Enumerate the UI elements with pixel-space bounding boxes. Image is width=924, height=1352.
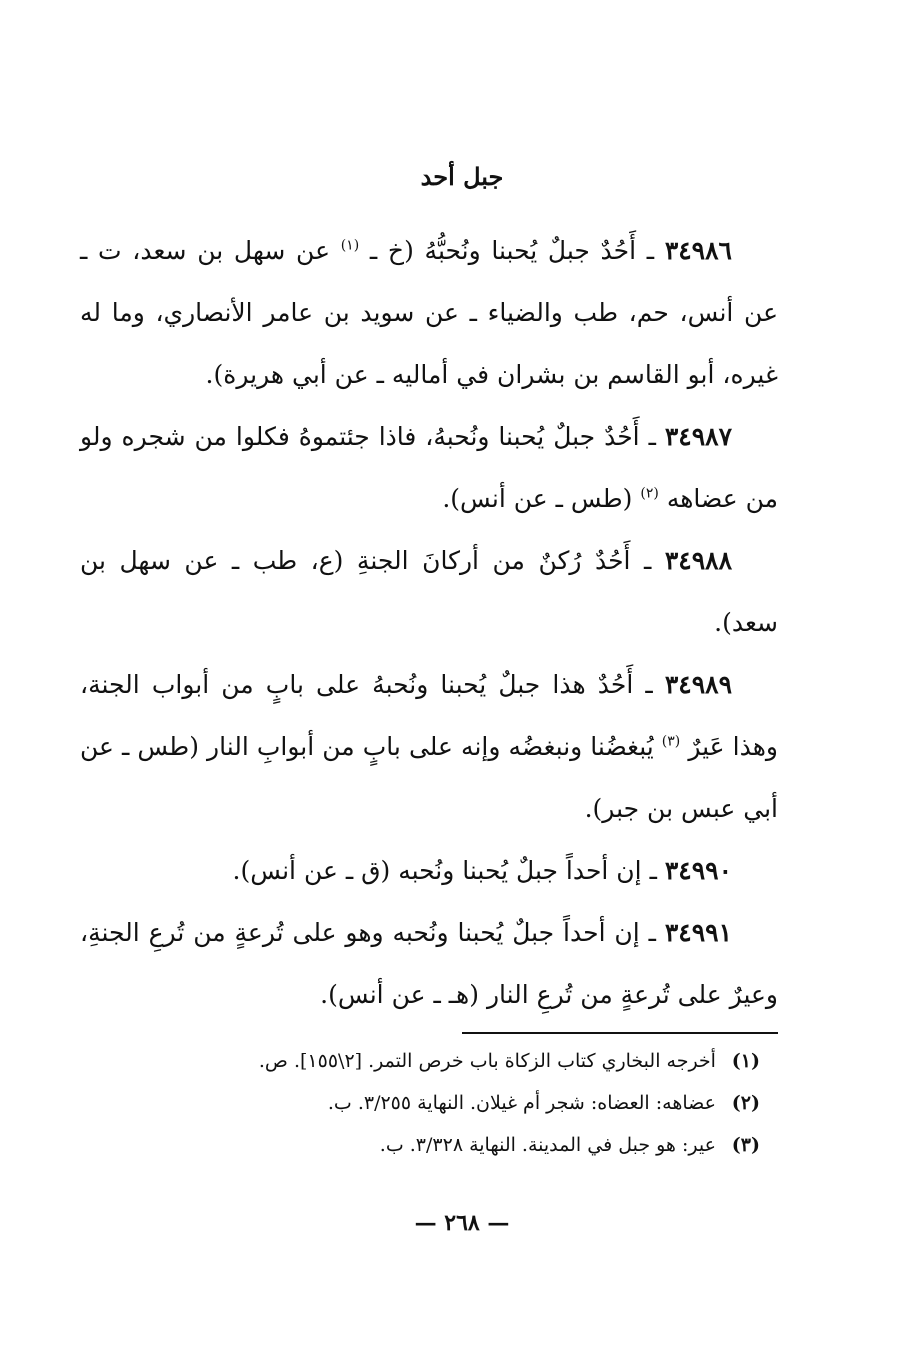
hadith-separator: ـ — [630, 546, 652, 575]
hadith-separator: ـ — [636, 236, 655, 265]
page-header-title: جبل أحد — [420, 162, 504, 191]
hadith-number: ٣٤٩٩٠ — [664, 856, 732, 885]
hadith-entry — [80, 406, 778, 530]
hadith-text: أَحُدٌ جبلٌ يُحبنا ونُحبُّهُ (خ ـ — [369, 236, 637, 265]
footnote-item — [120, 1124, 760, 1166]
hadith-text-after: عن سهل بن سعد، ت ـ عن أنس، حم، طب والضياء ـ عن سويد بن عامر الأنصاري، وما له غيره، أبو القاسم بن بشران في أماليه ـ عن أبي هريرة). — [80, 236, 778, 389]
hadith-separator: ـ — [639, 918, 656, 947]
hadith-separator: ـ — [641, 856, 657, 885]
hadith-entry — [80, 840, 778, 902]
hadith-entry — [80, 530, 778, 654]
hadith-body — [80, 220, 778, 1026]
hadith-entry — [80, 654, 778, 840]
footnote-text: أخرجه البخاري كتاب الزكاة باب خرص التمر. [٢\١٥٥]. ص. — [258, 1050, 716, 1072]
footnote-number: (١) — [731, 1050, 760, 1072]
hadith-number: ٣٤٩٨٨ — [664, 546, 732, 575]
hadith-text: إن أحداً جبلٌ يُحبنا ونُحبه وهو على تُرعةٍ من تُرعِ الجنةِ، وعيرٌ على تُرعةٍ من تُرعِ النار (هـ ـ عن أنس). — [80, 918, 778, 1009]
footnote-text: عير: هو جبل في المدينة. النهاية ٣/٣٢٨. ب. — [379, 1134, 716, 1156]
footnotes — [120, 1040, 760, 1166]
footnote-ref: (١) — [340, 237, 360, 254]
hadith-separator: ـ — [639, 422, 656, 451]
footnote-divider — [462, 1032, 778, 1034]
footnote-number: (٣) — [731, 1134, 760, 1156]
hadith-separator: ـ — [633, 670, 653, 699]
hadith-text: إن أحداً جبلٌ يُحبنا ونُحبه (ق ـ عن أنس). — [232, 856, 642, 885]
footnote-ref: (٣) — [661, 733, 681, 750]
footnote-item — [120, 1082, 760, 1124]
footnote-text: عضاهه: العضاه: شجر أم غيلان. النهاية ٣/٢٥٥. ب. — [327, 1092, 716, 1114]
footnote-number: (٢) — [731, 1092, 760, 1114]
footnote-item — [120, 1040, 760, 1082]
hadith-text: أَحُدٌ رُكنٌ من أركانَ الجنةِ (ع، طب ـ عن سهل بن سعد). — [80, 546, 778, 637]
hadith-number: ٣٤٩٩١ — [664, 918, 732, 947]
page-number: — ٢٦٨ — — [414, 1210, 510, 1236]
hadith-number: ٣٤٩٨٧ — [664, 422, 732, 451]
hadith-text-after: (طس ـ عن أنس). — [442, 484, 633, 513]
hadith-entry — [80, 902, 778, 1026]
footnote-ref: (٢) — [640, 485, 659, 502]
hadith-entry — [80, 220, 778, 406]
hadith-number: ٣٤٩٨٩ — [664, 670, 732, 699]
hadith-number: ٣٤٩٨٦ — [664, 236, 732, 265]
hadith-text-after: يُبغضُنا ونبغضُه وإنه على بابٍ من أبوابِ النار (طس ـ عن أبي عبس بن جبر). — [80, 732, 778, 823]
hadith-text: أَحُدٌ جبلٌ يُحبنا ونُحبهُ، فاذا جئتموهُ فكلوا من شجره ولو من عضاهه — [80, 422, 778, 513]
hadith-text: أَحُدٌ هذا جبلٌ يُحبنا ونُحبهُ على بابٍ من أبواب الجنة، وهذا عَيرٌ — [80, 670, 778, 761]
